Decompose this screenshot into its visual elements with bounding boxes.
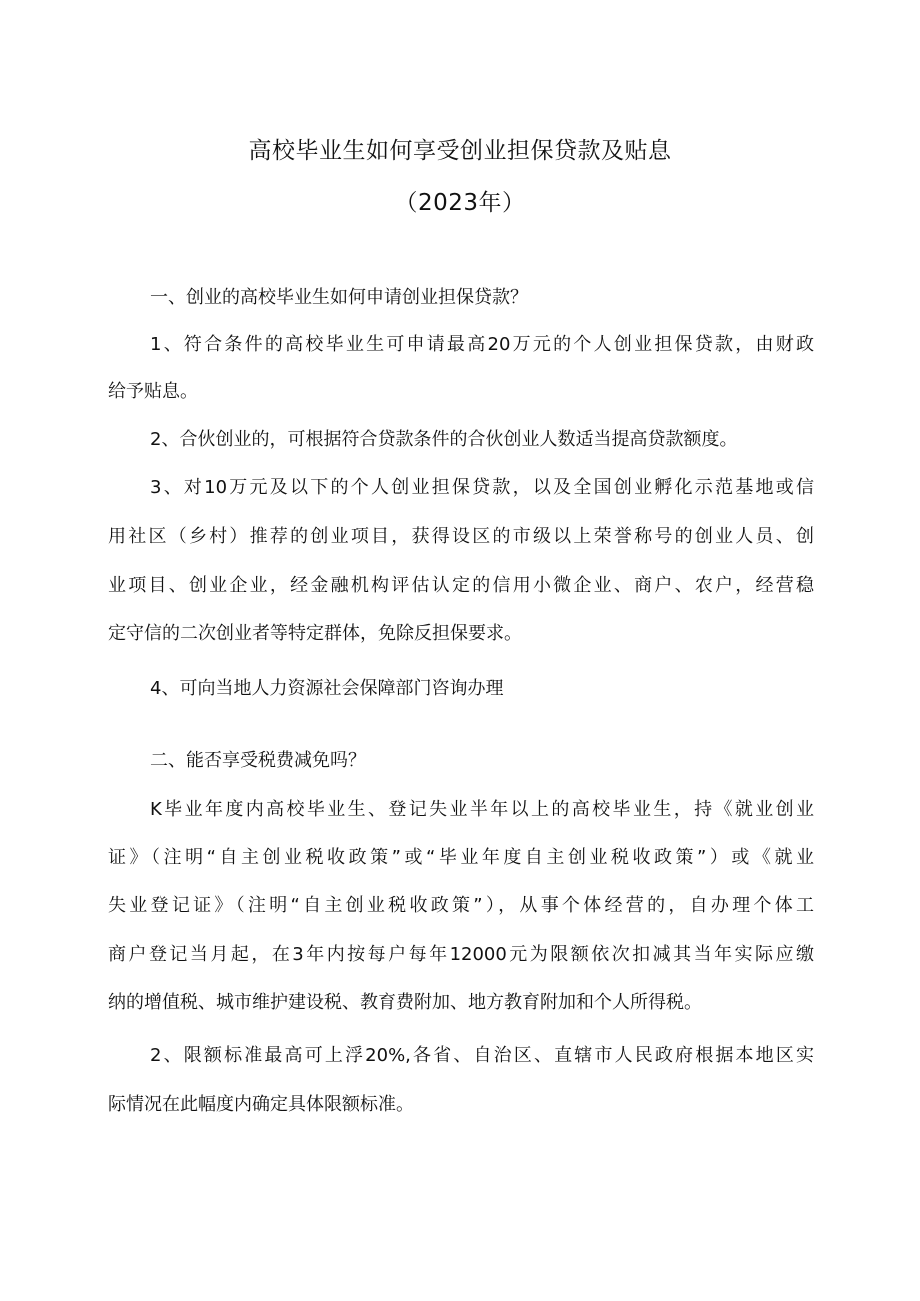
section1-item3-line4: 定守信的二次创业者等特定群体，免除反担保要求。 <box>108 623 522 644</box>
section1-item2: 2、合伙创业的，可根据符合贷款条件的合伙创业人数适当提高贷款额度。 <box>150 429 738 450</box>
section2-para2-line2: 际情况在此幅度内确定具体限额标准。 <box>108 1094 414 1115</box>
section1-item3-line2: 用社区（乡村）推荐的创业项目，获得设区的市级以上荣誉称号的创业人员、创 <box>108 526 814 547</box>
section1-item3-line3: 业项目、创业企业，经金融机构评估认定的信用小微企业、商户、农户，经营稳 <box>108 575 814 596</box>
document-title: 高校毕业生如何享受创业担保贷款及贴息 <box>248 138 672 164</box>
section2-para1-line5: 纳的增值税、城市维护建设税、教育费附加、地方教育附加和个人所得税。 <box>108 992 702 1013</box>
section1-item1-line1: 1、符合条件的高校毕业生可申请最高20万元的个人创业担保贷款，由财政 <box>150 334 814 355</box>
section1-heading: 一、创业的高校毕业生如何申请创业担保贷款？ <box>150 287 528 308</box>
section1-item1-line2: 给予贴息。 <box>108 381 198 402</box>
document-subtitle: （2023年） <box>394 190 526 216</box>
section2-para1-line2: 证》（注明“自主创业税收政策”或“毕业年度自主创业税收政策”）或《就业 <box>108 847 814 868</box>
section2-para1-line3: 失业登记证》（注明“自主创业税收政策”），从事个体经营的，自办理个体工 <box>108 895 814 916</box>
section1-item3-line1: 3、对10万元及以下的个人创业担保贷款，以及全国创业孵化示范基地或信 <box>150 477 814 498</box>
section2-para1-line4: 商户登记当月起，在3年内按每户每年12000元为限额依次扣减其当年实际应缴 <box>108 944 814 965</box>
section2-heading: 二、能否享受税费减免吗？ <box>150 750 366 771</box>
section2-para2-line1: 2、限额标准最高可上浮20%,各省、自治区、直辖市人民政府根据本地区实 <box>150 1045 814 1066</box>
section1-item4: 4、可向当地人力资源社会保障部门咨询办理 <box>150 678 504 699</box>
section2-para1-line1: K毕业年度内高校毕业生、登记失业半年以上的高校毕业生，持《就业创业 <box>150 799 814 820</box>
